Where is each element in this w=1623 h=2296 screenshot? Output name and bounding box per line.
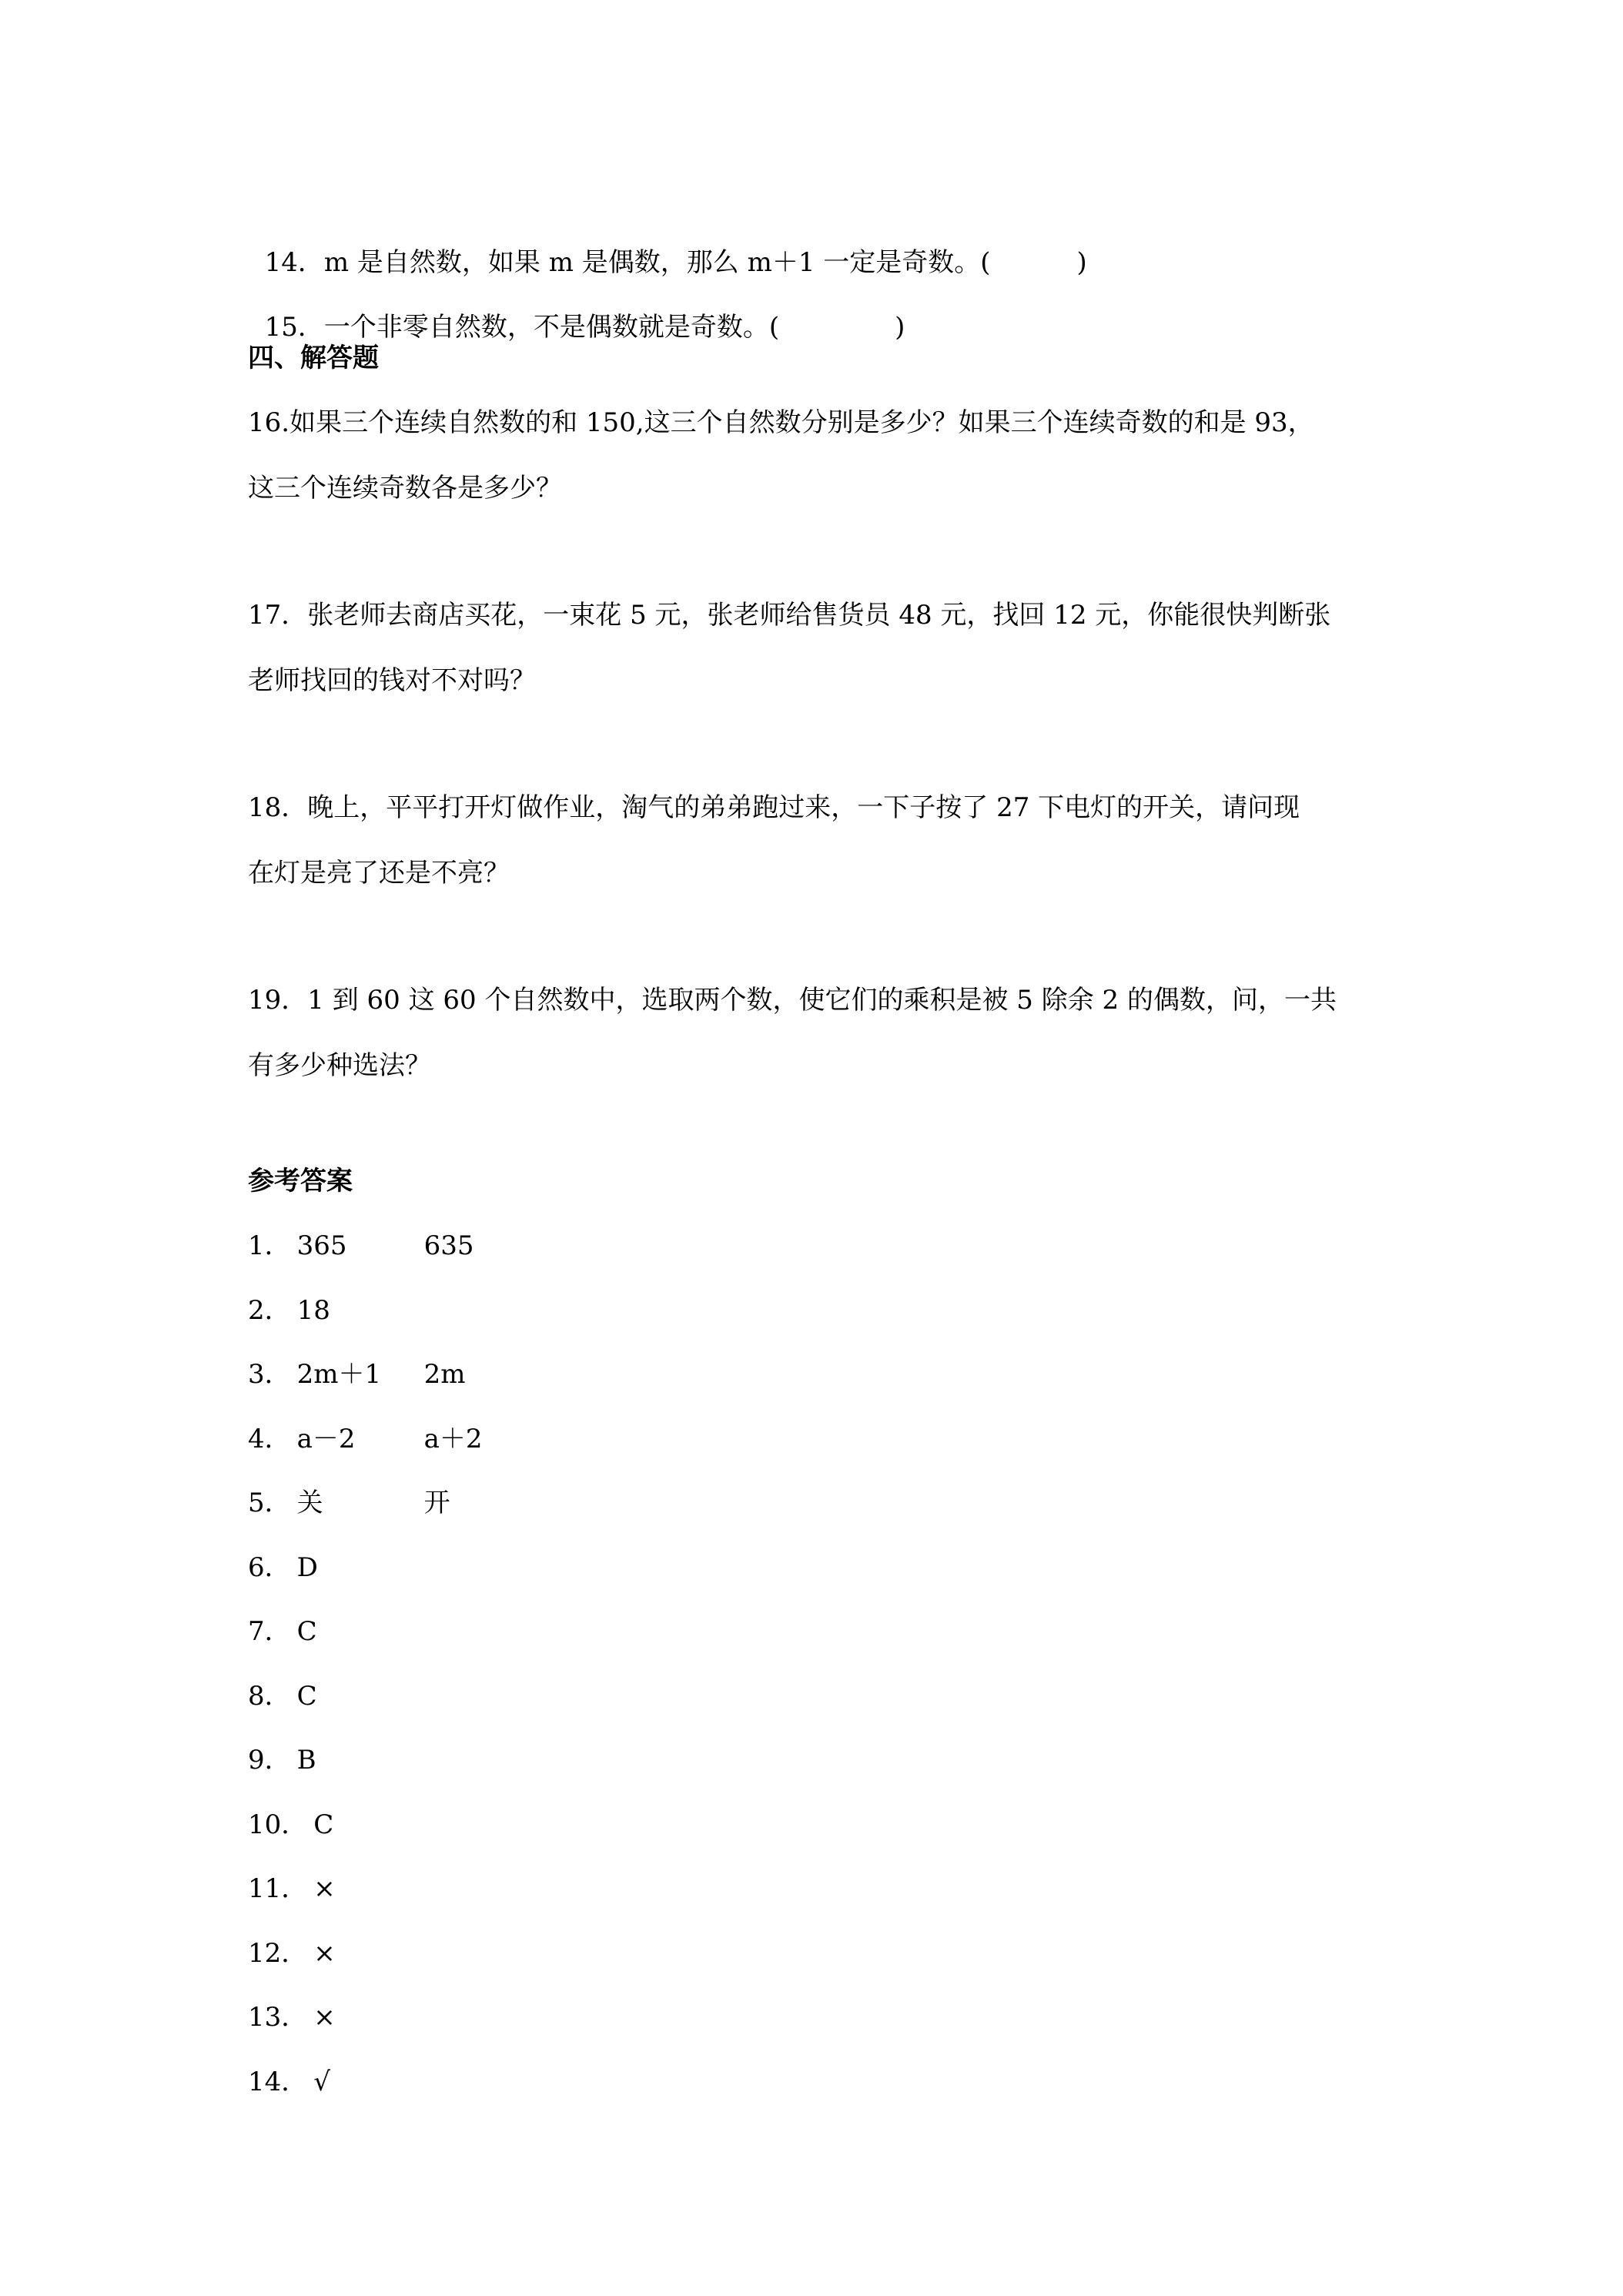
answer-value-a: C (296, 1681, 317, 1712)
section-heading: 四、解答题 (248, 343, 379, 373)
answer-item (248, 2065, 330, 2099)
answer-item (248, 1615, 317, 1648)
answer-number: 10． (248, 1809, 308, 1840)
answer-value-a: 365 (296, 1230, 347, 1261)
answer-item (248, 1551, 318, 1585)
answer-value-a: D (296, 1552, 318, 1583)
answer-value-a: a－2 (296, 1424, 356, 1454)
question-15 (248, 276, 905, 344)
answer-number: 14． (248, 2067, 308, 2097)
answer-item (248, 1872, 336, 1906)
question-14-close: ) (1076, 247, 1087, 278)
answer-number: 6． (248, 1552, 291, 1583)
answer-value-b: 开 (423, 1488, 450, 1518)
answer-item (248, 1808, 333, 1842)
question-16-line-1: 16.如果三个连续自然数的和 150,这三个自然数分别是多少？如果三个连续奇数的和是 93， (248, 407, 1314, 438)
answer-number: 12． (248, 1938, 308, 1969)
answer-item (248, 1229, 474, 1263)
question-18-line-1: 18．晚上，平平打开灯做作业，淘气的弟弟跑过来，一下子按了 27 下电灯的开关，请问现 (248, 792, 1300, 823)
question-18-line-2: 在灯是亮了还是不亮？ (248, 858, 510, 889)
question-17-line-1: 17．张老师去商店买花，一束花 5 元，张老师给售货员 48 元，找回 12 元，你能很快判断张 (248, 600, 1331, 631)
answer-value-b: a＋2 (423, 1424, 483, 1454)
answer-value-b: 635 (423, 1230, 474, 1261)
answer-number: 5． (248, 1488, 291, 1518)
answer-item (248, 1294, 330, 1327)
answer-item (248, 1936, 336, 1970)
answer-value-a: 2m＋1 (296, 1359, 382, 1390)
answer-number: 11． (248, 1873, 308, 1904)
question-14-text: 14．m 是自然数，如果 m 是偶数，那么 m＋1 一定是奇数。( (264, 247, 991, 278)
answer-value-a: C (313, 1809, 334, 1840)
answer-value-a: B (296, 1745, 316, 1776)
answer-item (248, 1486, 450, 1520)
question-14 (248, 212, 1087, 279)
answer-item (248, 1679, 317, 1713)
answer-number: 13． (248, 2002, 308, 2033)
answer-number: 1． (248, 1230, 291, 1261)
answers-heading: 参考答案 (248, 1166, 353, 1197)
answer-item (248, 2000, 336, 2034)
question-15-close: ) (895, 312, 905, 343)
answer-item (248, 1422, 483, 1456)
answer-value-a: × (313, 2002, 336, 2033)
question-19-line-2: 有多少种选法？ (248, 1050, 431, 1081)
answer-value-b: 2m (423, 1359, 466, 1390)
answer-value-a: √ (313, 2067, 330, 2097)
answer-value-a: 关 (296, 1488, 323, 1518)
answer-item (248, 1743, 316, 1777)
answer-item (248, 1357, 466, 1391)
question-16-line-2: 这三个连续奇数各是多少？ (248, 473, 562, 504)
answer-number: 4． (248, 1424, 291, 1454)
answer-number: 9． (248, 1745, 291, 1776)
answer-number: 8． (248, 1681, 291, 1712)
answer-number: 2． (248, 1295, 291, 1326)
answer-value-a: C (296, 1616, 317, 1647)
answer-number: 7． (248, 1616, 291, 1647)
answer-value-a: × (313, 1873, 336, 1904)
answer-value-a: × (313, 1938, 336, 1969)
question-19-line-1: 19．1 到 60 这 60 个自然数中，选取两个数，使它们的乘积是被 5 除余 2 的偶数，问，一共 (248, 985, 1337, 1016)
question-15-text: 15．一个非零自然数，不是偶数就是奇数。( (264, 312, 780, 343)
question-17-line-2: 老师找回的钱对不对吗？ (248, 665, 536, 696)
answer-number: 3． (248, 1359, 291, 1390)
answer-value-a: 18 (296, 1295, 330, 1326)
